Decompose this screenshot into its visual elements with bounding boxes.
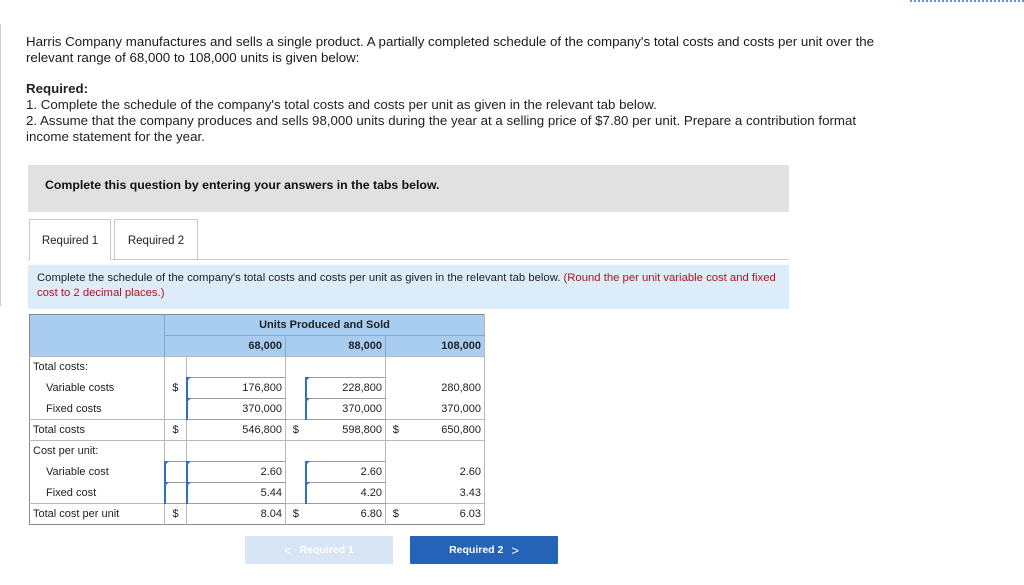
required-list xyxy=(26,97,886,145)
prev-button-label: Required 1 xyxy=(299,544,354,556)
cell-blank xyxy=(306,357,386,378)
cell-blank xyxy=(286,357,306,378)
tab-required-1[interactable]: Required 1 xyxy=(29,219,111,260)
cell-blank xyxy=(386,399,406,420)
cell-blank xyxy=(406,357,485,378)
total-costs-section-label: Total costs: xyxy=(30,357,165,378)
variable-cost-label: Variable cost xyxy=(30,462,165,483)
total-costs-68000: 546,800 xyxy=(187,420,286,441)
header-pad xyxy=(165,336,187,357)
fixed-cost-88000-input[interactable]: 4.20 xyxy=(306,483,386,504)
required-item-1: 1. Complete the schedule of the company's total costs and costs per unit as given in the relevant tab below. xyxy=(26,97,657,112)
table-row xyxy=(30,420,485,441)
next-button-label: Required 2 xyxy=(449,544,504,556)
cost-per-unit-section-label: Cost per unit: xyxy=(30,441,165,462)
currency-symbol: $ xyxy=(165,420,187,441)
variable-cost-108000: 2.60 xyxy=(406,462,485,483)
fixed-costs-label: Fixed costs xyxy=(30,399,165,420)
table-row xyxy=(30,357,485,378)
chevron-right-icon: > xyxy=(511,542,519,558)
cell-blank xyxy=(187,441,286,462)
fixed-cost-108000: 3.43 xyxy=(406,483,485,504)
chevron-left-icon: < xyxy=(284,542,292,558)
col-header-108000: 108,000 xyxy=(406,336,485,357)
header-blank xyxy=(30,315,165,357)
table-row xyxy=(30,441,485,462)
table-row xyxy=(30,504,485,525)
fixed-costs-88000-input[interactable]: 370,000 xyxy=(306,399,386,420)
variable-costs-108000: 280,800 xyxy=(406,378,485,399)
header-pad xyxy=(286,336,306,357)
total-costs-88000: 598,800 xyxy=(306,420,386,441)
variable-cost-68000-input[interactable]: 2.60 xyxy=(187,462,286,483)
cell-blank xyxy=(306,441,386,462)
currency-symbol: $ xyxy=(165,378,187,399)
total-cost-per-unit-68000: 8.04 xyxy=(187,504,286,525)
col-header-88000: 88,000 xyxy=(306,336,386,357)
table-row xyxy=(30,462,485,483)
cell-blank xyxy=(286,441,306,462)
cell-blank xyxy=(286,483,306,504)
variable-cost-symbol-input[interactable] xyxy=(165,462,187,483)
currency-symbol: $ xyxy=(286,504,306,525)
total-cost-per-unit-label: Total cost per unit xyxy=(30,504,165,525)
cell-blank xyxy=(286,462,306,483)
variable-costs-label: Variable costs xyxy=(30,378,165,399)
cell-blank xyxy=(406,441,485,462)
cell-blank xyxy=(386,357,406,378)
problem-statement xyxy=(26,34,886,66)
cell-blank xyxy=(386,483,406,504)
cell-blank xyxy=(165,399,187,420)
fixed-costs-68000-input[interactable]: 370,000 xyxy=(187,399,286,420)
rounding-note: (Round the per unit variable cost and fixed cost to 2 decimal places.) xyxy=(37,272,776,299)
cell-blank xyxy=(165,357,187,378)
fixed-cost-68000-input[interactable]: 5.44 xyxy=(187,483,286,504)
currency-symbol: $ xyxy=(386,504,406,525)
total-cost-per-unit-88000: 6.80 xyxy=(306,504,386,525)
cell-blank xyxy=(286,399,306,420)
variable-costs-68000-input[interactable]: 176,800 xyxy=(187,378,286,399)
total-costs-label: Total costs xyxy=(30,420,165,441)
cell-blank xyxy=(386,441,406,462)
fixed-costs-108000: 370,000 xyxy=(406,399,485,420)
table-row xyxy=(30,378,485,399)
cell-blank xyxy=(187,357,286,378)
cell-blank xyxy=(386,378,406,399)
total-cost-per-unit-108000: 6.03 xyxy=(406,504,485,525)
info-box xyxy=(28,265,789,309)
fixed-cost-symbol-input[interactable] xyxy=(165,483,187,504)
col-header-68000: 68,000 xyxy=(187,336,286,357)
table-row xyxy=(30,399,485,420)
cell-blank xyxy=(386,462,406,483)
cell-blank xyxy=(286,378,306,399)
currency-symbol: $ xyxy=(286,420,306,441)
header-row-group xyxy=(30,315,485,336)
instruction-banner xyxy=(28,165,789,212)
instruction-text: Complete this question by entering your answers in the tabs below. xyxy=(45,178,440,192)
table-row xyxy=(30,483,485,504)
units-header: Units Produced and Sold xyxy=(165,315,485,336)
variable-costs-88000-input[interactable]: 228,800 xyxy=(306,378,386,399)
tab-required-2[interactable]: Required 2 xyxy=(114,219,198,260)
tab-divider xyxy=(28,259,789,260)
total-costs-108000: 650,800 xyxy=(406,420,485,441)
currency-symbol: $ xyxy=(386,420,406,441)
currency-symbol: $ xyxy=(165,504,187,525)
cost-schedule-table xyxy=(29,314,485,525)
variable-cost-88000-input[interactable]: 2.60 xyxy=(306,462,386,483)
next-required-2-button[interactable] xyxy=(410,536,558,564)
left-border xyxy=(0,24,1,306)
required-item-2: 2. Assume that the company produces and sells 98,000 units during the year at a selling price of $7.80 per unit. Prepare a contribution format income statement for the year. xyxy=(26,113,857,144)
prev-required-1-button[interactable] xyxy=(245,536,393,564)
fixed-cost-label: Fixed cost xyxy=(30,483,165,504)
top-dotted-rule xyxy=(910,0,1024,2)
problem-text: Harris Company manufactures and sells a single product. A partially completed schedule of the company's total costs and costs per unit over the relevant range of 68,000 to 108,000 units is given below: xyxy=(26,34,875,65)
info-text: Complete the schedule of the company's total costs and costs per unit as given in the relevant tab below. xyxy=(37,272,561,284)
header-pad xyxy=(386,336,406,357)
cell-blank xyxy=(165,441,187,462)
required-title: Required: xyxy=(26,81,89,96)
